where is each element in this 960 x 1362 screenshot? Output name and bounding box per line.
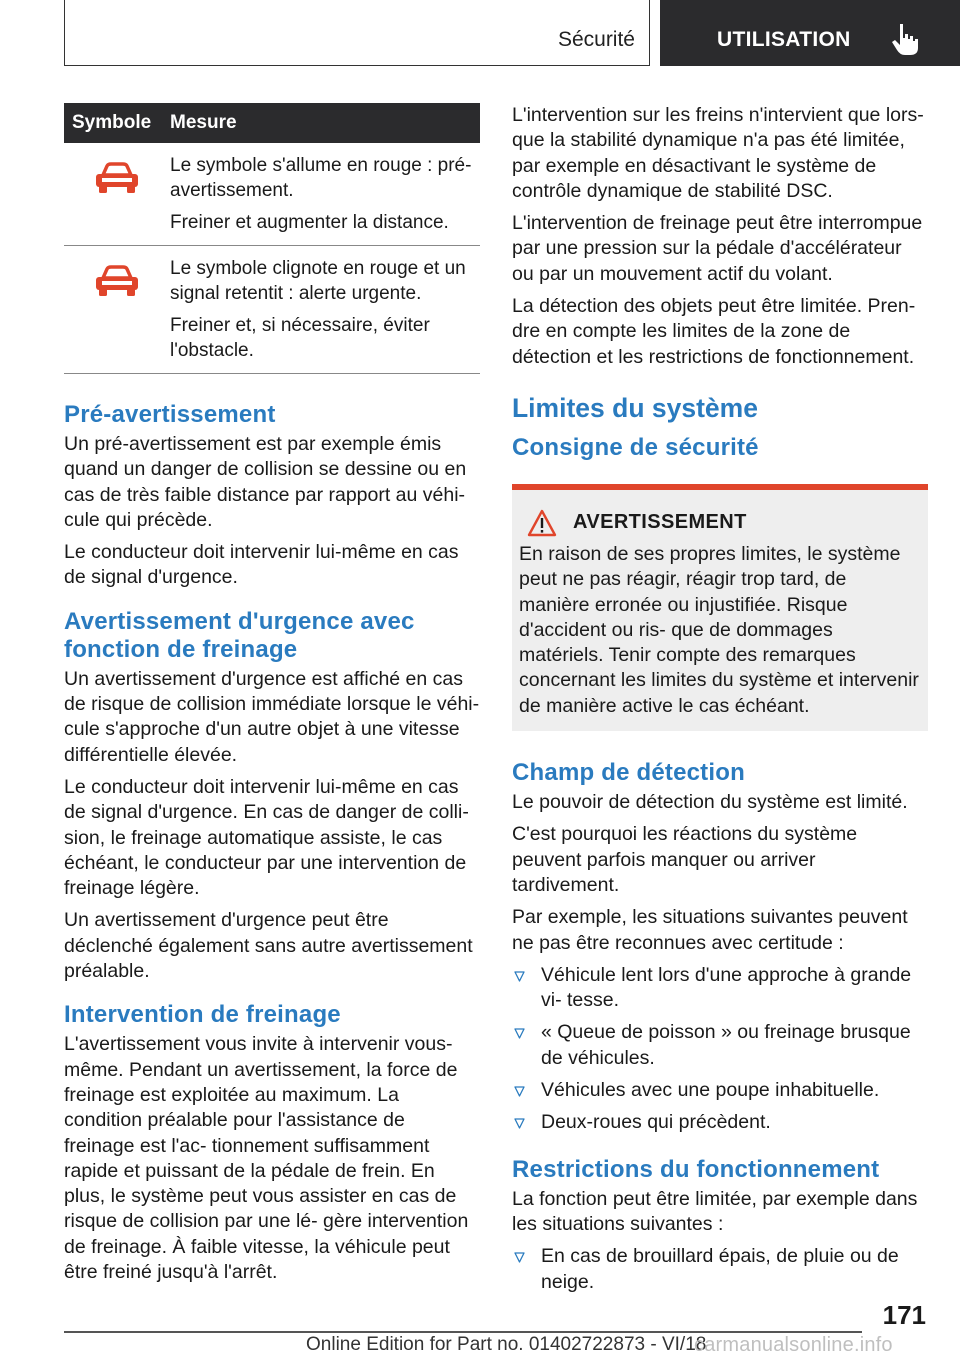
paragraph: Un pré-avertissement est par exemple émis quand un danger de collision se dessine ou en cas de très faible distance par rapport au véhi- cule qui précède. bbox=[64, 433, 467, 531]
bullet-triangle-icon bbox=[514, 1086, 525, 1097]
paragraph: La détection des objets peut être limitée. Pren- dre en compte les limites de la zone de détection et les restrictions de fonctionnement. bbox=[512, 295, 916, 368]
list-item bbox=[512, 1078, 928, 1103]
restrictions-list bbox=[512, 1244, 928, 1295]
table-header-measure: Mesure bbox=[170, 103, 480, 143]
list-item-text: En cas de brouillard épais, de pluie ou de neige. bbox=[541, 1245, 899, 1293]
paragraph: Un avertissement d'urgence est affiché en cas de risque de collision immédiate lorsque le véhi- cule s'approche d'un autre objet à une vitesse différentielle élevée. bbox=[64, 667, 480, 766]
paragraph: L'avertissement vous invite à intervenir vous- même. Pendant un avertissement, la force de freinage est exploitée au maximum. La condition préalable pour l'assistance de freinage est l'ac- tionnement suffisamment rapide et puissant de la pédale de frein. En plus, le système peut vous assister en cas de risque de collision par une lé- gère intervention de freinage. À faible vitesse, la véhicule peut être freiné jusqu'à l'arrêt. bbox=[64, 1033, 469, 1284]
bullet-triangle-icon bbox=[514, 971, 525, 982]
chapter-tab bbox=[660, 0, 960, 66]
bullet-triangle-icon bbox=[514, 1118, 525, 1129]
table-header-row bbox=[64, 103, 480, 143]
warning-title: AVERTISSEMENT bbox=[573, 511, 747, 534]
table-text: Freiner et, si nécessaire, éviter l'obstacle. bbox=[170, 315, 430, 361]
left-column bbox=[64, 103, 480, 1292]
table-cell-measure bbox=[170, 143, 480, 246]
warning-box bbox=[512, 484, 928, 731]
list-item bbox=[512, 1020, 928, 1071]
symbol-table bbox=[64, 103, 480, 374]
paragraph: Par exemple, les situations suivantes peuvent ne pas être reconnues avec certitude : bbox=[512, 906, 908, 954]
car-front-icon bbox=[92, 264, 142, 298]
list-item-text: Véhicule lent lors d'une approche à grande vi- tesse. bbox=[541, 963, 912, 1012]
paragraph: L'intervention de freinage peut être interrompue par une pression sur la pédale d'accélérateur ou par un mouvement actif du volant. bbox=[512, 212, 923, 285]
right-column bbox=[512, 103, 928, 1302]
warning-triangle-icon bbox=[527, 509, 557, 537]
section-title: Sécurité bbox=[557, 28, 635, 51]
header-section-box bbox=[64, 0, 650, 66]
heading-detection-field: Champ de détection bbox=[512, 759, 745, 787]
footer-divider bbox=[64, 1331, 862, 1333]
heading-safety-notice: Consigne de sécurité bbox=[512, 433, 759, 461]
heading-pre-warning: Pré-avertissement bbox=[64, 401, 276, 428]
footer-watermark: carmanualsonline.info bbox=[694, 1334, 893, 1356]
paragraph: La fonction peut être limitée, par exemple dans les situations suivantes : bbox=[512, 1187, 918, 1235]
table-text: Le symbole s'allume en rouge : pré-avertissement. bbox=[170, 155, 472, 201]
paragraph: L'intervention sur les freins n'intervient que lors- que la stabilité dynamique n'a pas été limitée, par exemple en désactivant le système de contrôle dynamique de stabilité DSC. bbox=[512, 104, 924, 202]
car-front-icon bbox=[92, 161, 142, 195]
detection-list bbox=[512, 963, 928, 1136]
footer-edition: Online Edition for Part no. 01402722873 - VI/18 bbox=[306, 1334, 707, 1355]
paragraph: Le conducteur doit intervenir lui-même en cas de signal d'urgence. bbox=[64, 541, 459, 589]
pointing-hand-icon bbox=[890, 22, 920, 56]
paragraph: C'est pourquoi les réactions du système peuvent parfois manquer ou arriver tardivement. bbox=[512, 823, 858, 896]
table-row bbox=[64, 143, 480, 246]
heading-brake-intervention: Intervention de freinage bbox=[64, 1001, 341, 1029]
list-item-text: « Queue de poisson » ou freinage brusque de véhicules. bbox=[541, 1021, 911, 1069]
list-item-text: Deux-roues qui précèdent. bbox=[541, 1111, 771, 1134]
bullet-triangle-icon bbox=[514, 1028, 525, 1039]
table-text: Le symbole clignote en rouge et un signal retentit : alerte urgente. bbox=[170, 258, 466, 304]
paragraph: Le conducteur doit intervenir lui-même en cas de signal d'urgence. En cas de danger de colli- sion, le freinage automatique assiste, le cas échéant, le conducteur par une intervention de freinage légère. bbox=[64, 775, 469, 900]
table-cell-symbol bbox=[64, 143, 170, 246]
list-item bbox=[512, 963, 928, 1014]
paragraph: Un avertissement d'urgence peut être déclenché également sans autre avertissement préalable. bbox=[64, 909, 473, 983]
table-cell-measure bbox=[170, 246, 480, 374]
warning-text: En raison de ses propres limites, le système peut ne pas réagir, réagir trop tard, de manière erronée ou injustifiée. Risque d'accident ou ris- que de dommages matériels. Tenir compte des remarques concernant les limites du système et intervenir de manière active le cas échéant. bbox=[519, 542, 919, 717]
heading-urgent-warning: Avertissement d'urgence avec fonction de freinage bbox=[64, 607, 415, 663]
list-item-text: Véhicules avec une poupe inhabituelle. bbox=[541, 1079, 880, 1102]
page-number: 171 bbox=[882, 1300, 926, 1330]
warning-header bbox=[519, 508, 920, 538]
list-item bbox=[512, 1110, 928, 1135]
heading-system-limits: Limites du système bbox=[512, 392, 758, 423]
table-cell-symbol bbox=[64, 246, 170, 374]
table-row bbox=[64, 246, 480, 374]
heading-restrictions: Restrictions du fonctionnement bbox=[512, 1155, 880, 1183]
table-text: Freiner et augmenter la distance. bbox=[170, 212, 449, 233]
chapter-title: UTILISATION bbox=[717, 28, 851, 51]
bullet-triangle-icon bbox=[514, 1252, 525, 1263]
paragraph: Le pouvoir de détection du système est limité. bbox=[512, 791, 908, 814]
table-header-symbol: Symbole bbox=[64, 103, 170, 143]
list-item bbox=[512, 1244, 928, 1295]
